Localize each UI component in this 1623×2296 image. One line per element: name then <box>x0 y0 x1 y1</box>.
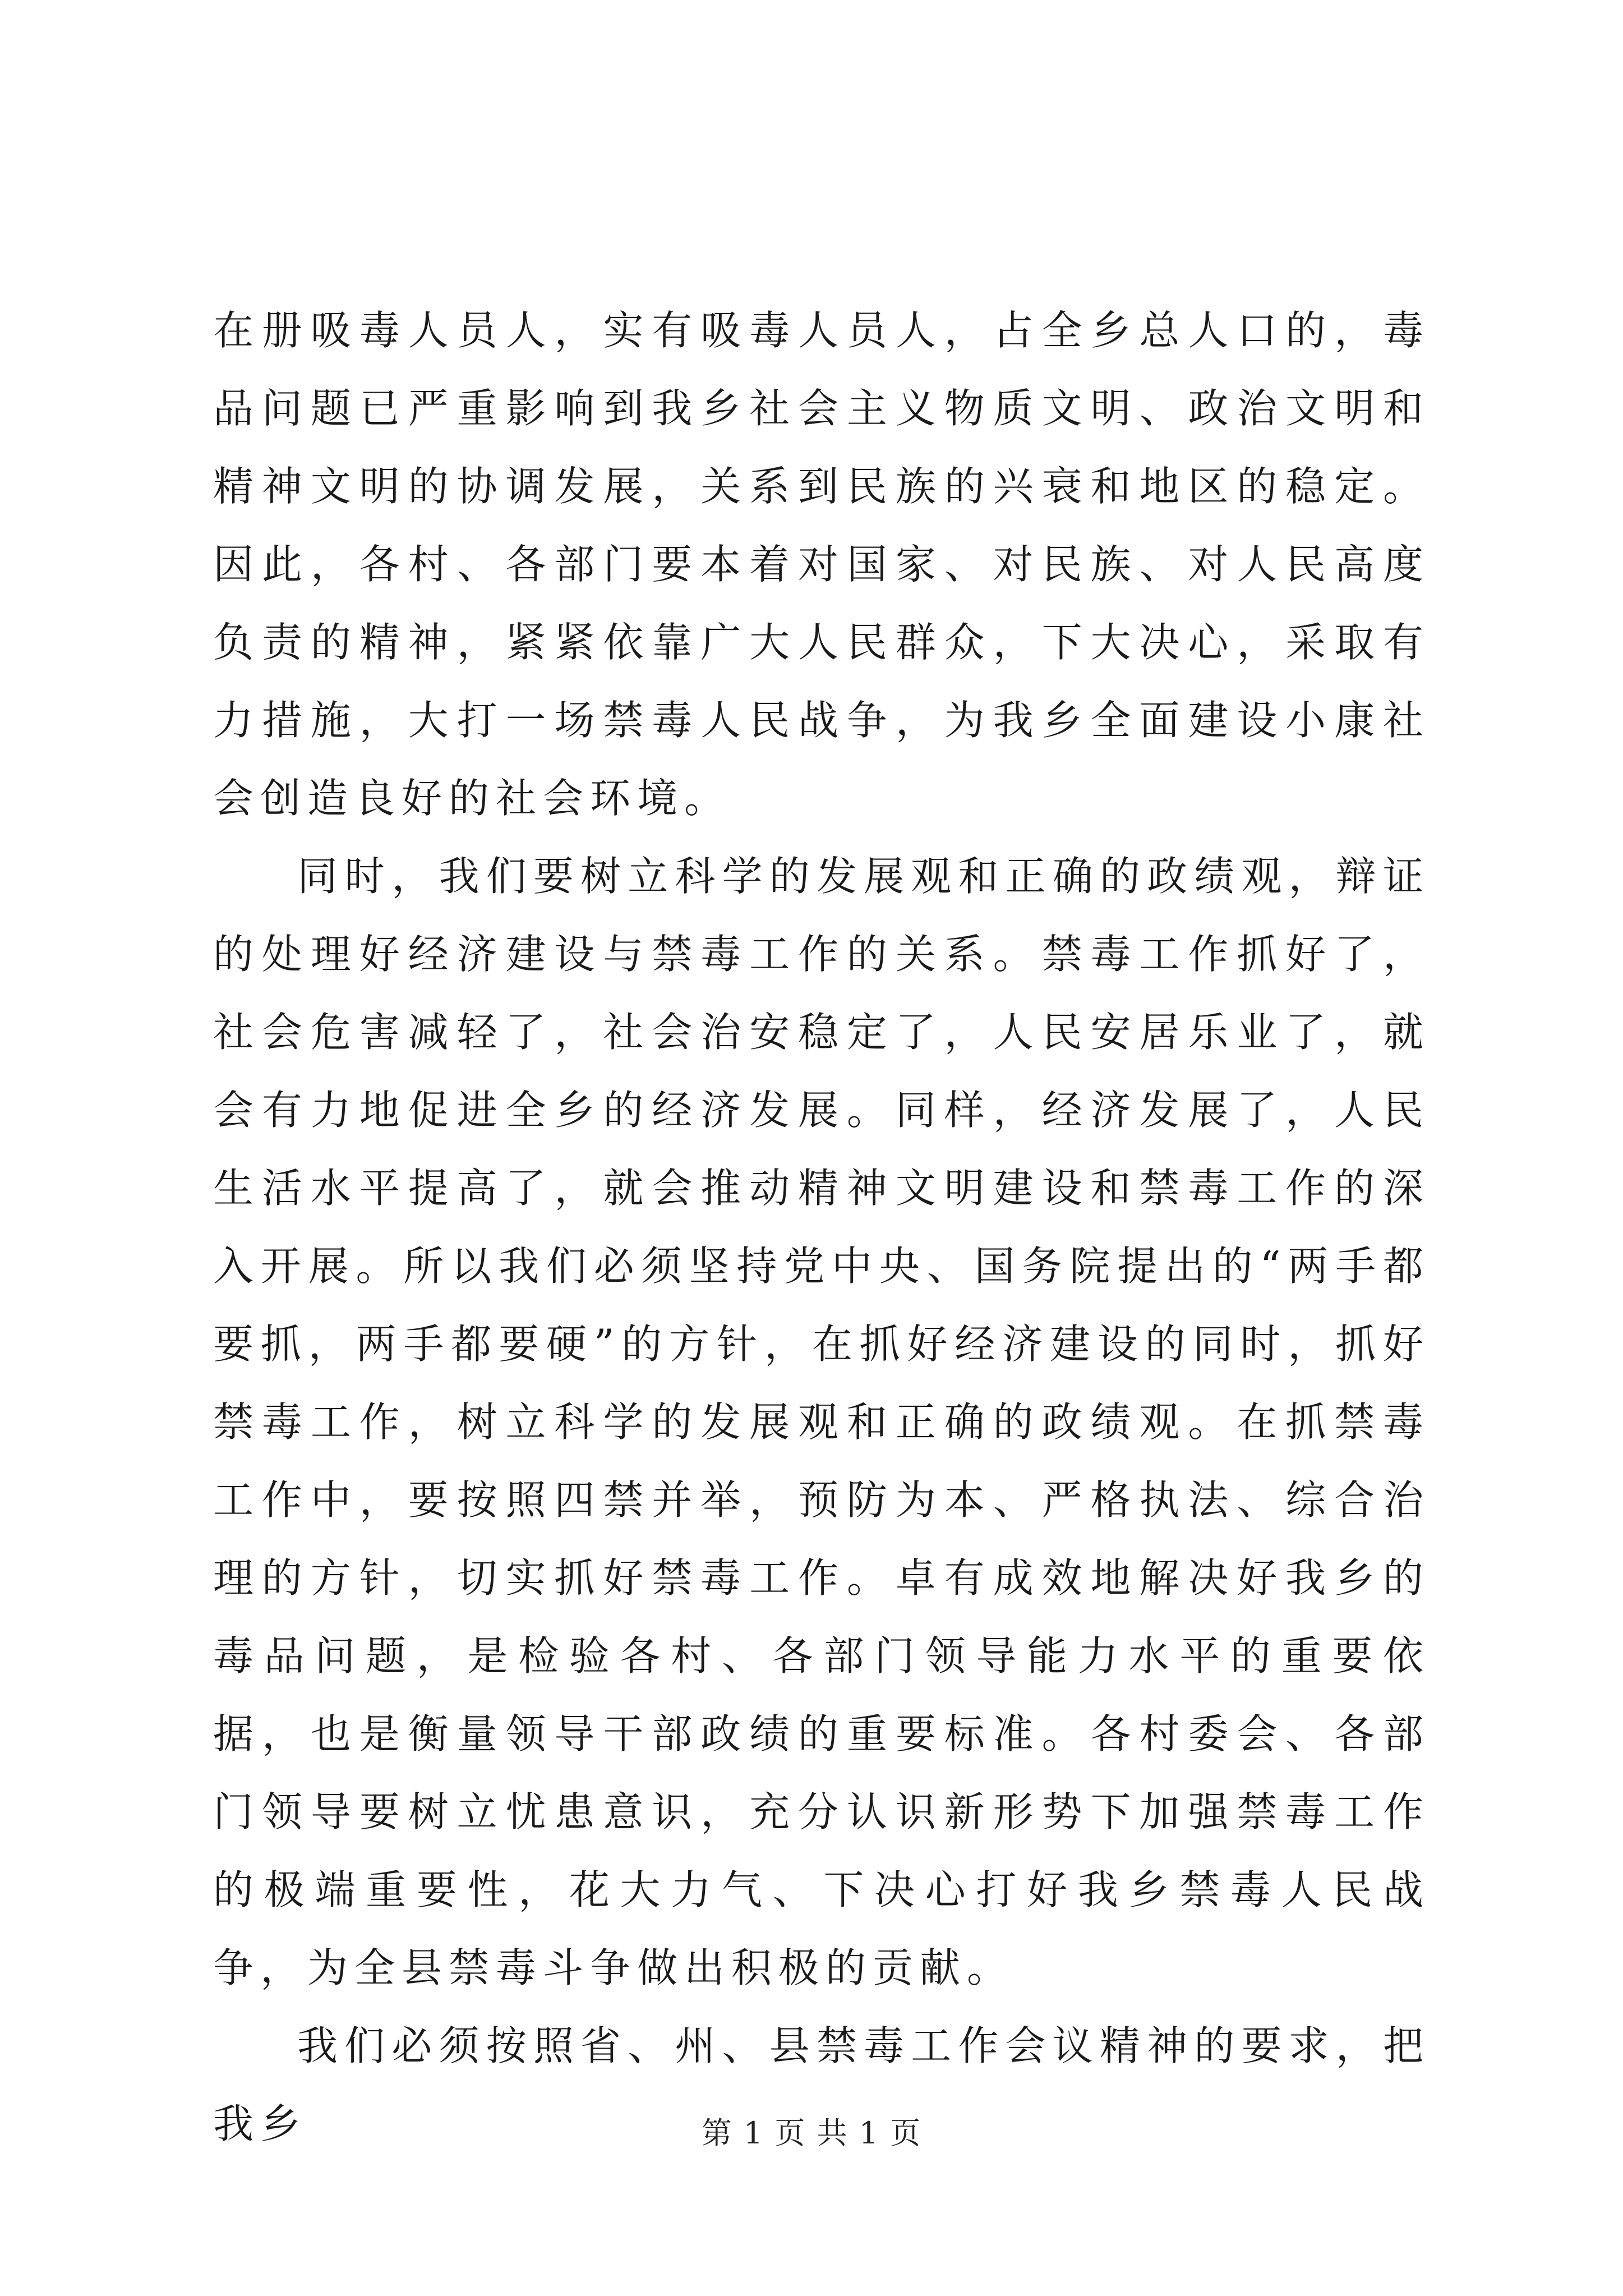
paragraph-continued: 在册吸毒人员人，实有吸毒人员人，占全乡总人口的，毒品问题已严重影响到我乡社会主义物质文明、政治文明和精神文明的协调发展，关系到民族的兴衰和地区的稳定。因此，各村、各部门要本着对国家、对民族、对人民高度负责的精神，紧紧依靠广大人民群众，下大决心，采取有力措施，大打一场禁毒人民战争，为我乡全面建设小康社会创造良好的社会环境。 <box>213 307 1430 822</box>
document-body <box>213 292 1430 2163</box>
page-number-footer: 第 1 页 共 1 页 <box>701 2115 922 2151</box>
paragraph-requirements: 我们必须按照省、州、县禁毒工作会议精神的要求，把我乡 <box>213 2022 1430 2147</box>
paragraph-development-view: 同时，我们要树立科学的发展观和正确的政绩观，辩证的处理好经济建设与禁毒工作的关系。禁毒工作抓好了，社会危害减轻了，社会治安稳定了，人民安居乐业了，就会有力地促进全乡的经济发展。同样，经济发展了，人民生活水平提高了，就会推动精神文明建设和禁毒工作的深入开展。所以我们必须坚持党中央、国务院提出的“两手都要抓，两手都要硬”的方针，在抓好经济建设的同时，抓好禁毒工作，树立科学的发展观和正确的政绩观。在抓禁毒工作中，要按照四禁并举，预防为本、严格执法、综合治理的方针，切实抓好禁毒工作。卓有成效地解决好我乡的毒品问题，是检验各村、各部门领导能力水平的重要依据，也是衡量领导干部政绩的重要标准。各村委会、各部门领导要树立忧患意识，充分认识新形势下加强禁毒工作的极端重要性，花大力气、下决心打好我乡禁毒人民战争，为全县禁毒斗争做出积极的贡献。 <box>213 853 1430 1991</box>
